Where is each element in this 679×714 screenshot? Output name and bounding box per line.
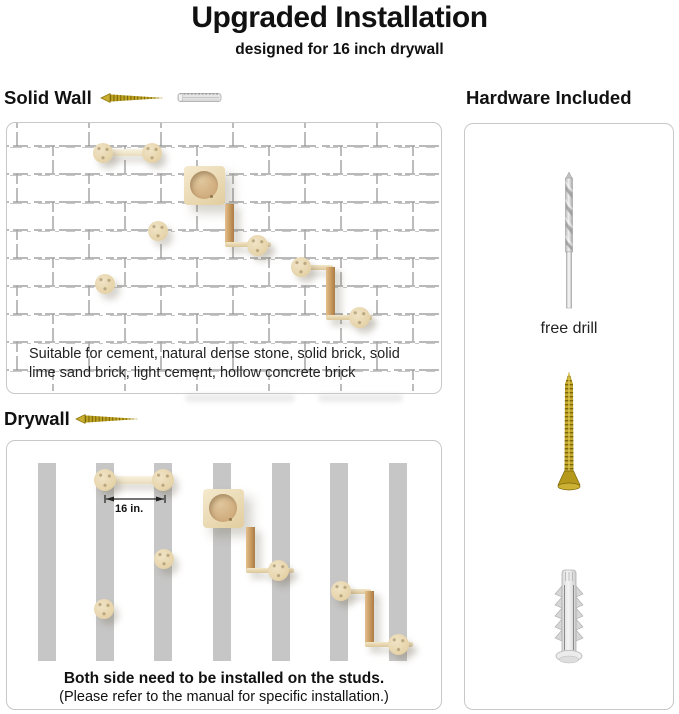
drywall-note-bold: Both side need to be installed on the studs. [63,670,385,687]
cat-step-disc [94,599,114,619]
blurred-watermark [185,394,295,402]
cat-step-disc [154,549,174,569]
drywall-panel [6,440,442,710]
wood-pole [365,591,374,644]
hardware-heading: Hardware Included [466,87,632,108]
stud-bar [38,463,56,661]
wood-pole [225,204,234,243]
cat-step-disc [331,581,351,601]
page-title: Upgraded Installation [191,1,488,34]
drywall-heading: Drywall [4,408,70,429]
wall-anchor-icon [177,91,223,104]
screw-icon [75,413,142,425]
perch-mount-disc [94,469,116,491]
page-subtitle: designed for 16 inch drywall [235,41,444,58]
perch-mount-disc [93,143,113,163]
cat-cube [184,166,225,205]
dimension-label: 16 in. [115,503,144,515]
stud-bar [389,463,407,661]
drywall-note-regular: (Please refer to the manual for specific installation.) [59,689,389,705]
stud-bar [330,463,348,661]
screw-icon [556,371,582,493]
wood-pole [246,527,255,569]
solid-wall-panel [6,122,442,394]
stud-bar [96,463,114,661]
solid-wall-heading: Solid Wall [4,87,92,108]
blurred-watermark [318,394,403,402]
cube-hole [190,171,218,199]
cat-step-disc [268,560,289,581]
drill-bit-icon [561,172,577,312]
cat-cube [203,489,244,528]
wood-pole [326,267,335,317]
cat-step-disc [95,274,115,294]
hardware-panel [464,123,674,710]
screw-icon [100,92,167,104]
cat-step-disc [349,307,370,328]
wall-anchor-icon [552,568,586,666]
cat-step-disc [247,235,268,256]
perch-mount-disc [152,469,174,491]
cat-step-disc [291,257,311,277]
cube-hole [209,494,237,522]
perch-mount-disc [142,143,162,163]
solid-wall-caption: Suitable for cement, natural dense stone, solid brick, solid lime sand brick, light cement, hollow concrete brick [29,346,400,381]
cat-step-disc [148,221,168,241]
cat-step-disc [388,634,409,655]
free-drill-label: free drill [540,320,598,337]
